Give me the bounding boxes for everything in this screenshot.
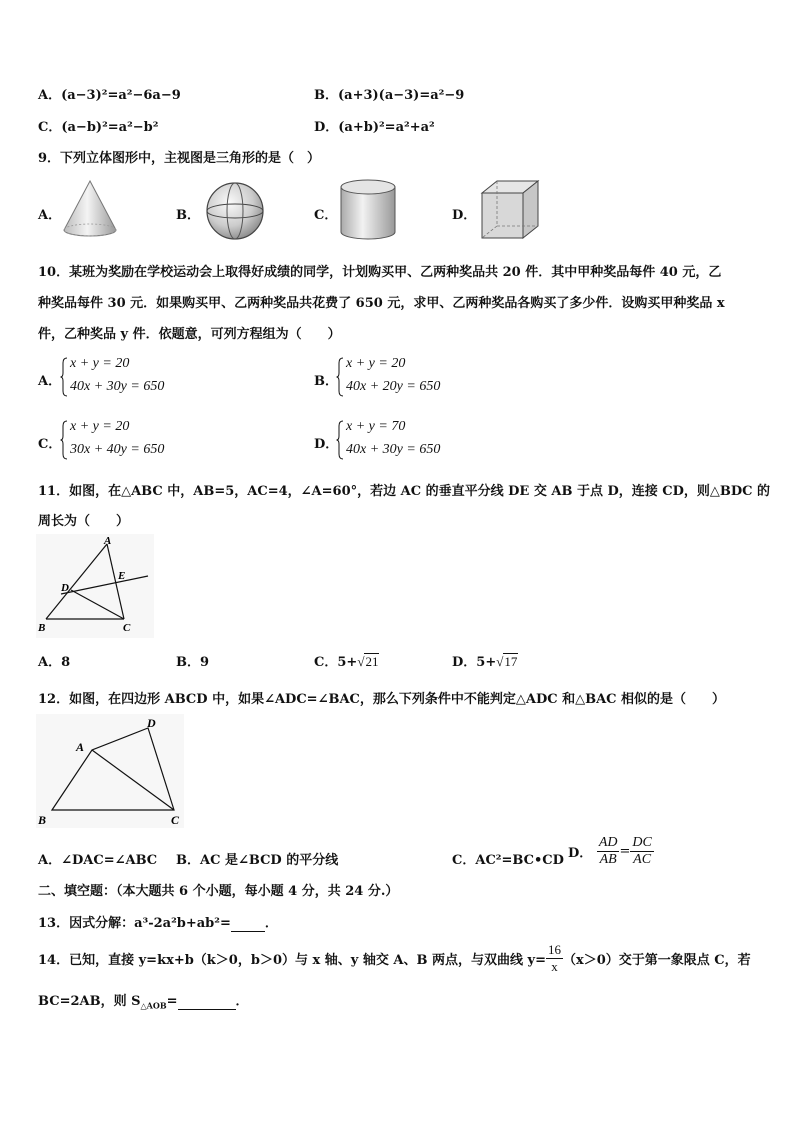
q10-stem-line3: 件，乙种奖品 y 件．依题意，可列方程组为（ ） (38, 327, 341, 342)
q13-stem (38, 912, 278, 932)
answer-blank[interactable] (178, 994, 236, 1010)
q10-option-b-system (336, 356, 536, 402)
option-label: C． (38, 120, 62, 135)
option-text: (a−b)²=a²−b² (61, 120, 159, 135)
option-label: B． (176, 655, 200, 670)
q8-option-b (314, 84, 464, 103)
q10-option-a-label: A． (38, 374, 62, 389)
q12-option-a (38, 849, 157, 868)
point-c-label: C (171, 813, 180, 827)
brace-icon (336, 357, 344, 397)
option-label: A． (38, 853, 62, 868)
point-b-label: B (38, 622, 46, 634)
q14-line2: BC=2AB，则 S (38, 994, 141, 1009)
q14-part1: 14．已知，直接 y=kx+b（k＞0，b＞0）与 x 轴、y 轴交 A、B 两点，与双曲线 y= (38, 953, 546, 968)
q10-option-c-label: C． (38, 437, 62, 452)
q10-option-d-system (336, 419, 536, 465)
q10-stem-line2: 种奖品每件 30 元．如果购买甲、乙两种奖品共花费了 650 元，求甲、乙两种奖品各购买了多少件．设购买甲种奖品 x (38, 296, 725, 311)
q14-equals: = (166, 994, 178, 1009)
q10-option-a-system (60, 356, 260, 402)
fraction-numerator: AD (598, 835, 618, 850)
option-text: AC²=BC•CD (475, 853, 564, 868)
brace-icon (60, 357, 68, 397)
cone-icon (60, 178, 120, 240)
equation-2: 40x + 20y = 650 (346, 379, 441, 394)
quadrilateral-figure-q12 (36, 714, 184, 828)
q10-option-d-label: D． (314, 437, 339, 452)
equals-sign: = (619, 844, 631, 859)
q10-stem-line1: 10．某班为奖励在学校运动会上取得好成绩的同学，计划购买甲、乙两种奖品共 20 件．其中甲种奖品每件 40 元，乙 (38, 265, 722, 280)
equation-1: x + y = 20 (70, 356, 130, 371)
option-text: 8 (61, 655, 71, 670)
option-label: D． (452, 655, 477, 670)
brace-icon (60, 420, 68, 460)
equation-2: 40x + 30y = 650 (346, 442, 441, 457)
option-label: B． (314, 88, 338, 103)
radicand: 17 (504, 654, 518, 669)
q13-text: 13．因式分解：a³-2a²b+ab²= (38, 916, 231, 931)
q10-option-b-label: B． (314, 374, 338, 389)
option-label: D． (568, 846, 593, 861)
equation-2: 30x + 40y = 650 (70, 442, 165, 457)
sqrt-expression: √17 (496, 654, 518, 669)
answer-blank[interactable] (231, 916, 265, 932)
equation-1: x + y = 70 (346, 419, 406, 434)
option-prefix: 5+ (476, 655, 497, 670)
point-a-label: A (104, 535, 112, 547)
q8-option-c (38, 116, 158, 135)
q11-option-d (452, 651, 518, 670)
q10-option-c-system (60, 419, 260, 465)
fraction-denominator: x (551, 959, 558, 974)
q11-stem-line1: 11．如图，在△ABC 中，AB=5，AC=4，∠A=60°，若边 AC 的垂直平分线 DE 交 AB 于点 D，连接 CD，则△BDC 的 (38, 484, 771, 499)
sqrt-expression: √21 (357, 654, 379, 669)
option-label: C． (452, 853, 476, 868)
equation-1: x + y = 20 (70, 419, 130, 434)
radicand: 21 (365, 654, 379, 669)
q9-option-c-label: C． (314, 208, 338, 223)
option-prefix: 5+ (337, 655, 358, 670)
q9-option-a-label: A． (38, 208, 62, 223)
section-2-title: 二、填空题：（本大题共 6 个小题，每小题 4 分，共 24 分.） (38, 884, 399, 899)
option-label: B． (176, 853, 200, 868)
option-label: D． (314, 120, 339, 135)
option-label: C． (314, 655, 338, 670)
option-text: 9 (200, 655, 210, 670)
q14-stem-line2 (38, 990, 249, 1011)
option-text: (a+b)²=a²+a² (338, 120, 435, 135)
equation-2: 40x + 30y = 650 (70, 379, 165, 394)
q12-option-d (568, 835, 654, 868)
fraction-16-over-x (546, 942, 563, 975)
point-b-label: B (38, 813, 47, 827)
point-d-label: D (147, 716, 156, 730)
option-text: (a−3)²=a²−6a−9 (61, 88, 181, 103)
q11-option-a (38, 651, 70, 670)
q14-stem-line1 (38, 942, 751, 975)
q9-stem: 9．下列立体图形中，主视图是三角形的是（ ） (38, 151, 321, 166)
q14-part2: （x＞0）交于第一象限点 C，若 (562, 953, 751, 968)
area-subscript: △AOB (140, 1000, 167, 1011)
point-c-label: C (123, 622, 131, 634)
q14-end: ． (235, 994, 249, 1009)
point-a-label: A (76, 740, 85, 754)
fraction-numerator: DC (632, 835, 652, 850)
q12-option-b (176, 849, 338, 868)
q11-option-b (176, 651, 209, 670)
q12-stem: 12．如图，在四边形 ABCD 中，如果∠ADC=∠BAC，那么下列条件中不能判定△ADC 和△BAC 相似的是（ ） (38, 692, 726, 707)
fraction-denominator: AB (599, 852, 617, 867)
cylinder-icon (338, 178, 398, 242)
q11-option-c (314, 651, 379, 670)
option-label: A． (38, 655, 62, 670)
fraction-dc-ac (630, 835, 653, 868)
q9-option-b-label: B． (176, 208, 200, 223)
equation-1: x + y = 20 (346, 356, 406, 371)
fraction-numerator: 16 (547, 942, 561, 957)
option-text: ∠DAC=∠ABC (61, 853, 158, 868)
option-text: (a+3)(a−3)=a²−9 (338, 88, 465, 103)
q11-stem-line2: 周长为（ ） (38, 514, 130, 529)
sphere-icon (204, 180, 266, 242)
q9-option-d-label: D． (452, 208, 477, 223)
option-text: AC 是∠BCD 的平分线 (200, 853, 339, 868)
point-e-label: E (118, 570, 126, 582)
brace-icon (336, 420, 344, 460)
q13-end: ． (264, 916, 278, 931)
fraction-ad-ab (597, 835, 620, 868)
q8-option-d (314, 116, 435, 135)
option-label: A． (38, 88, 62, 103)
q12-option-c (452, 849, 564, 868)
triangle-figure-q11 (36, 534, 154, 638)
q8-option-a (38, 84, 181, 103)
cube-icon (478, 178, 542, 242)
fraction-denominator: AC (633, 852, 652, 867)
point-d-label: D (61, 582, 69, 594)
